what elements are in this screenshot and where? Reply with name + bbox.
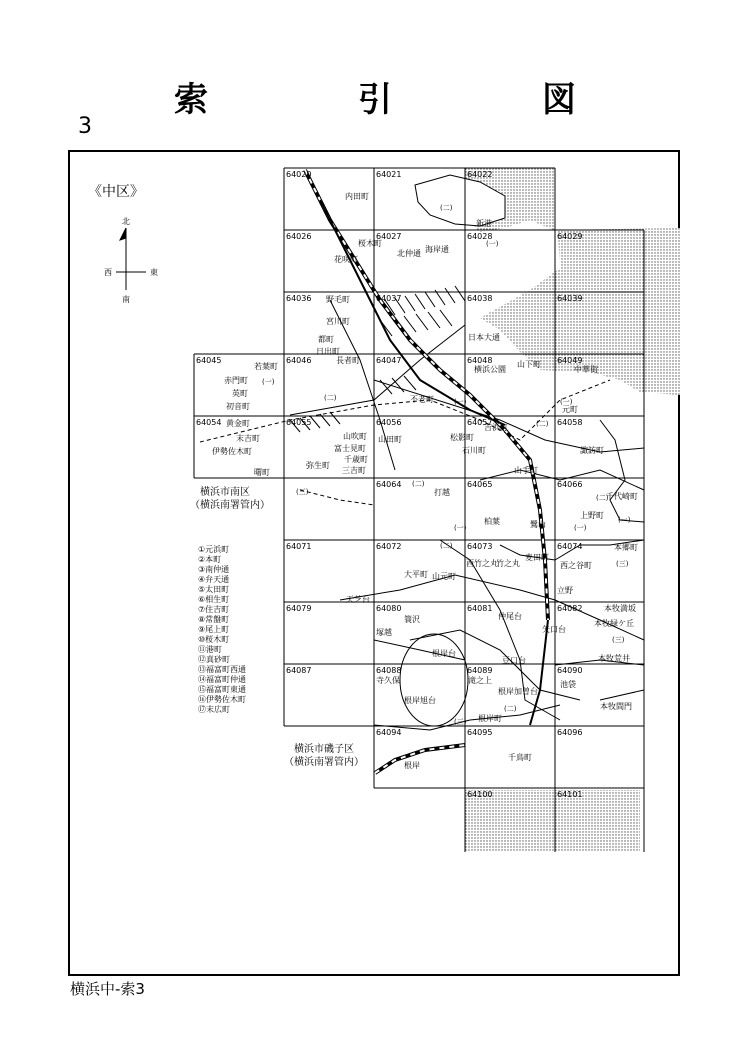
town-label: 千歳町 bbox=[344, 455, 368, 464]
svg-text:(一): (一) bbox=[454, 398, 467, 406]
town-label: 天芝台 bbox=[346, 595, 370, 604]
town-label: 千鳥町 bbox=[508, 753, 532, 762]
legend-item: ②本町 bbox=[198, 555, 222, 564]
svg-text:(二): (二) bbox=[596, 494, 609, 502]
town-label: 都町 bbox=[318, 335, 334, 344]
town-label: 大平町 bbox=[404, 570, 428, 579]
town-label: 新港 bbox=[476, 219, 492, 228]
grid-cell-label: 64101 bbox=[557, 790, 583, 799]
district-name: 横浜市南区 bbox=[200, 487, 250, 498]
compass-north: 北 bbox=[122, 217, 130, 226]
page-number: 3 bbox=[78, 114, 92, 139]
town-label: 鷺山 bbox=[530, 520, 546, 529]
legend bbox=[198, 544, 246, 714]
compass-west: 西 bbox=[104, 268, 112, 277]
compass bbox=[116, 228, 146, 290]
legend-item: ⑥相生町 bbox=[198, 595, 230, 604]
grid-cell-label: 64021 bbox=[376, 170, 402, 179]
grid-cell-label: 64096 bbox=[557, 728, 583, 737]
svg-text:(一): (一) bbox=[262, 378, 275, 386]
town-label: 黄金町 bbox=[226, 419, 250, 428]
town-label: 竹之丸 bbox=[496, 559, 520, 568]
svg-text:(三): (三) bbox=[296, 488, 309, 496]
ward-name: 《中区》 bbox=[88, 184, 144, 200]
grid-cell-numbers bbox=[196, 170, 582, 799]
town-label: 本牧緑ケ丘 bbox=[594, 619, 634, 628]
town-label: 北仲通 bbox=[397, 249, 421, 258]
grid-cell-label: 64082 bbox=[557, 604, 583, 613]
town-label: 宮川町 bbox=[326, 317, 350, 326]
town-label: 石川町 bbox=[462, 446, 486, 455]
grid-cell-label: 64022 bbox=[467, 170, 493, 179]
legend-item: ⑧常盤町 bbox=[198, 615, 230, 624]
grid-cell-label: 64089 bbox=[467, 666, 493, 675]
grid-cell-label: 64064 bbox=[376, 480, 402, 489]
town-label: 西竹之丸 bbox=[466, 559, 498, 568]
town-label: 松影町 bbox=[450, 433, 474, 442]
svg-text:(一): (一) bbox=[454, 524, 467, 532]
grid-cell-label: 64038 bbox=[467, 294, 493, 303]
grid-cell-label: 64073 bbox=[467, 542, 493, 551]
sea-area-south bbox=[465, 790, 640, 852]
grid-cell-label: 64094 bbox=[376, 728, 402, 737]
compass-labels bbox=[104, 216, 158, 304]
town-label: 本牧満坂 bbox=[604, 604, 636, 613]
svg-text:(二): (二) bbox=[536, 420, 549, 428]
legend-item: ⑩桜木町 bbox=[198, 635, 230, 644]
town-label: 花咲町 bbox=[334, 255, 358, 264]
grid-cell-label: 64090 bbox=[557, 666, 583, 675]
town-label: 末吉町 bbox=[236, 434, 260, 443]
town-label: 赤門町 bbox=[224, 376, 248, 385]
town-label: 横浜公園 bbox=[474, 365, 506, 374]
legend-item: ①元浜町 bbox=[198, 545, 230, 554]
grid-cell-label: 64055 bbox=[286, 418, 312, 427]
town-label: 柏葉 bbox=[484, 517, 500, 526]
grid-cell-label: 64028 bbox=[467, 232, 493, 241]
town-label: 根岸台 bbox=[432, 649, 456, 658]
district-boundary bbox=[200, 380, 610, 505]
grid-cell-label: 64026 bbox=[286, 232, 312, 241]
svg-text:(二): (二) bbox=[504, 705, 517, 713]
district-note: （横浜南署管内） bbox=[190, 500, 270, 511]
town-label: 簑沢 bbox=[404, 615, 420, 624]
town-label: 麦田町 bbox=[525, 553, 549, 562]
grid-cell-label: 64080 bbox=[376, 604, 402, 613]
grid-cell-label: 64027 bbox=[376, 232, 402, 241]
town-label: 本牧間門 bbox=[600, 702, 632, 711]
town-label: 元町 bbox=[562, 405, 578, 414]
svg-text:(一): (一) bbox=[486, 240, 499, 248]
town-label: 山田町 bbox=[378, 435, 402, 444]
town-label: 諏訪町 bbox=[580, 446, 604, 455]
svg-text:(一): (一) bbox=[618, 516, 631, 524]
svg-text:(一): (一) bbox=[560, 398, 573, 406]
grid-cell-label: 64047 bbox=[376, 356, 402, 365]
legend-item: ⑨尾上町 bbox=[198, 625, 230, 634]
grid-cell-label: 64071 bbox=[286, 542, 312, 551]
railway-label: 根岸 bbox=[404, 761, 420, 770]
footer-label: 横浜中-索3 bbox=[70, 980, 145, 998]
town-label: 野毛町 bbox=[326, 295, 350, 304]
grid-cell-label: 64088 bbox=[376, 666, 402, 675]
town-label: 桜木町 bbox=[358, 239, 382, 248]
town-label: 寺久保 bbox=[376, 676, 400, 685]
compass-east: 東 bbox=[150, 268, 158, 277]
town-label: 千代崎町 bbox=[606, 492, 638, 501]
town-label: 長者町 bbox=[336, 356, 360, 365]
town-label: 山下町 bbox=[517, 360, 541, 369]
grid-cell-label: 64029 bbox=[557, 232, 583, 241]
legend-item: ⑰末広町 bbox=[198, 705, 230, 714]
town-label: 池袋 bbox=[560, 680, 576, 689]
town-label: 初音町 bbox=[226, 402, 250, 411]
road-main bbox=[530, 620, 548, 725]
legend-item: ④弁天通 bbox=[198, 575, 230, 584]
svg-text:(三): (三) bbox=[454, 718, 467, 726]
grid-cell-label: 64037 bbox=[376, 294, 402, 303]
town-label: 本牧荒井 bbox=[598, 654, 630, 663]
grid-cell-label: 64072 bbox=[376, 542, 402, 551]
legend-item: ⑪港町 bbox=[198, 645, 222, 654]
legend-item: ⑬福富町西通 bbox=[198, 665, 246, 674]
grid-cell-label: 64100 bbox=[467, 790, 493, 799]
town-label: 山手町 bbox=[514, 466, 538, 475]
town-label: 豆口台 bbox=[502, 656, 526, 665]
railway-negishi-inner bbox=[375, 745, 465, 773]
railway-negishi bbox=[375, 745, 465, 773]
district-name: 横浜市磯子区 bbox=[294, 744, 354, 755]
town-label: 根岸加曽台 bbox=[498, 687, 538, 696]
grid-cell-label: 64054 bbox=[196, 418, 222, 427]
svg-text:(二): (二) bbox=[324, 394, 337, 402]
legend-item: ⑫真砂町 bbox=[198, 655, 230, 664]
compass-south: 南 bbox=[122, 295, 130, 304]
grid-cell-label: 64039 bbox=[557, 294, 583, 303]
legend-item: ⑦住吉町 bbox=[198, 605, 230, 614]
grid-cell-label: 64045 bbox=[196, 356, 222, 365]
svg-text:(二): (二) bbox=[412, 480, 425, 488]
page-title: 索 引 図 bbox=[174, 80, 634, 120]
town-label: 吉浜町 bbox=[484, 423, 508, 432]
town-label: 滝之上 bbox=[468, 676, 492, 685]
town-label: 本郷町 bbox=[614, 543, 638, 552]
town-label: 弥生町 bbox=[306, 461, 330, 470]
town-label: 中華街 bbox=[574, 365, 598, 374]
grid-cell-label: 64057 bbox=[467, 418, 493, 427]
town-label: 英町 bbox=[232, 389, 248, 398]
grid-cell-label: 64020 bbox=[286, 170, 312, 179]
town-label: 山元町 bbox=[432, 572, 456, 581]
svg-text:(三): (三) bbox=[612, 636, 625, 644]
grid-cell-label: 64065 bbox=[467, 480, 493, 489]
svg-text:(二): (二) bbox=[440, 542, 453, 550]
svg-text:(三): (三) bbox=[616, 560, 629, 568]
grid-cell-label: 64081 bbox=[467, 604, 493, 613]
town-label: 日出町 bbox=[316, 347, 340, 356]
town-label: 根岸旭台 bbox=[404, 696, 436, 705]
grid-cell-label: 64049 bbox=[557, 356, 583, 365]
grid-cell-label: 64048 bbox=[467, 356, 493, 365]
town-label: 不老町 bbox=[410, 395, 434, 404]
town-label: 三吉町 bbox=[342, 466, 366, 475]
svg-text:(二): (二) bbox=[440, 204, 453, 212]
town-label: 西之谷町 bbox=[560, 561, 592, 570]
district-note: （横浜南署管内） bbox=[284, 757, 364, 768]
town-label: 矢口台 bbox=[542, 625, 566, 634]
grid-cell-label: 64036 bbox=[286, 294, 312, 303]
grid-cell-label: 64066 bbox=[557, 480, 583, 489]
grid-cell-label: 64056 bbox=[376, 418, 402, 427]
grid-cell-label: 64087 bbox=[286, 666, 312, 675]
legend-item: ⑯伊勢佐木町 bbox=[198, 695, 246, 704]
grid-cell-label: 64046 bbox=[286, 356, 312, 365]
town-label: 仲尾台 bbox=[498, 612, 522, 621]
town-label: 立野 bbox=[557, 586, 573, 595]
grid-cell-label: 64095 bbox=[467, 728, 493, 737]
town-label: 上野町 bbox=[580, 511, 604, 520]
legend-item: ⑤太田町 bbox=[198, 585, 230, 594]
town-label: 内田町 bbox=[345, 192, 369, 201]
town-label: 若葉町 bbox=[254, 362, 278, 371]
town-label: 日本大通 bbox=[468, 333, 500, 342]
svg-text:(一): (一) bbox=[574, 524, 587, 532]
grid-cell-label: 64079 bbox=[286, 604, 312, 613]
town-label: 根岸町 bbox=[478, 714, 502, 723]
town-label: 山吹町 bbox=[343, 432, 367, 441]
town-label: 曙町 bbox=[254, 468, 270, 477]
town-label: 打越 bbox=[434, 488, 450, 497]
grid-cell-label: 64058 bbox=[557, 418, 583, 427]
town-label: 富士見町 bbox=[334, 444, 366, 453]
grid-cell-label: 64074 bbox=[557, 542, 583, 551]
legend-item: ③南仲通 bbox=[198, 565, 230, 574]
town-label: 塚越 bbox=[376, 628, 392, 637]
legend-item: ⑮福富町東通 bbox=[198, 685, 246, 694]
legend-item: ⑭福富町仲通 bbox=[198, 675, 246, 684]
town-label: 伊勢佐木町 bbox=[212, 447, 252, 456]
town-label: 海岸通 bbox=[425, 245, 449, 254]
